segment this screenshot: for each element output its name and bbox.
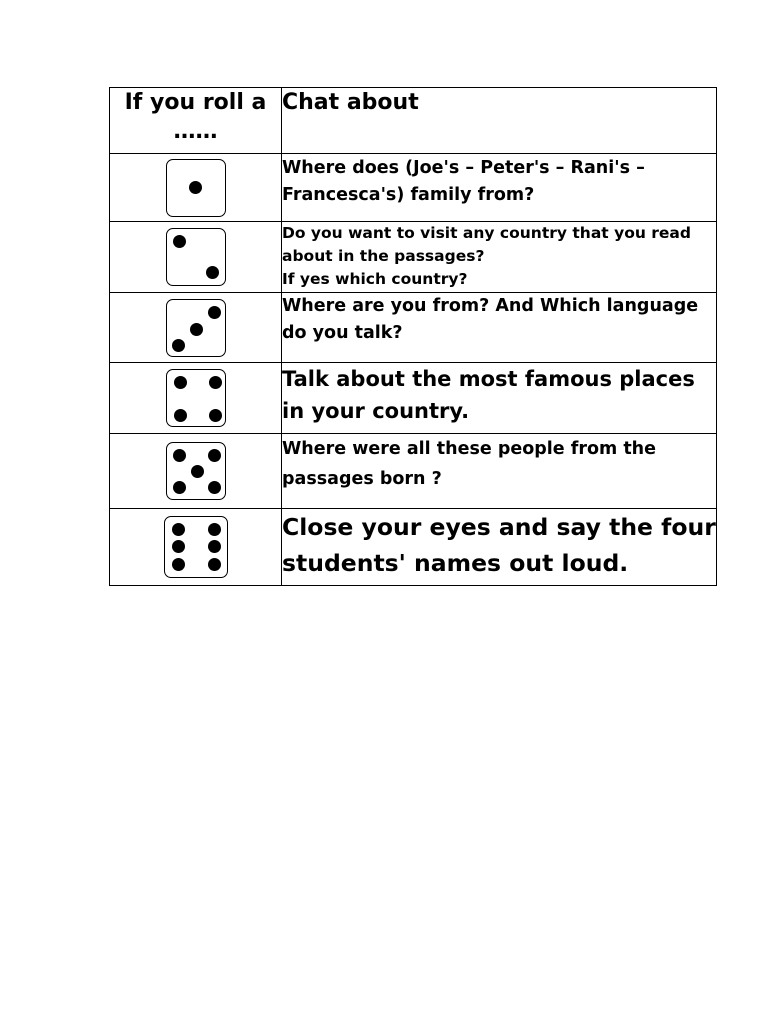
die-pip: [172, 558, 185, 571]
die-pip: [208, 306, 221, 319]
chat-prompt-4: Talk about the most famous places in your country.: [282, 363, 717, 434]
chat-prompt-3: Where are you from? And Which language do you talk?: [282, 293, 717, 363]
header-roll: If you roll a ……: [110, 88, 282, 154]
die-pip: [172, 339, 185, 352]
die-pip: [208, 449, 221, 462]
die-pip: [173, 481, 186, 494]
die-pip: [172, 540, 185, 553]
die-pip: [209, 409, 222, 422]
die-pip: [208, 481, 221, 494]
table-row: [110, 434, 717, 509]
die-pip: [174, 409, 187, 422]
table-row: [110, 363, 717, 434]
table-row: [110, 154, 717, 222]
die-pip: [209, 376, 222, 389]
die-pip: [190, 323, 203, 336]
chat-prompt-2: Do you want to visit any country that you read about in the passages? If yes which country?: [282, 222, 717, 293]
die-pip: [208, 523, 221, 536]
die-pip: [208, 558, 221, 571]
die-one-icon: [166, 159, 226, 217]
die-two-icon: [166, 228, 226, 286]
die-pip: [174, 376, 187, 389]
die-three-icon: [166, 299, 226, 357]
chat-prompt-1: Where does (Joe's – Peter's – Rani's – Francesca's) family from?: [282, 154, 717, 222]
chat-prompt-5: Where were all these people from the passages born ?: [282, 434, 717, 509]
die-pip: [206, 266, 219, 279]
table-row: [110, 222, 717, 293]
die-pip: [173, 235, 186, 248]
roll-chat-table: [109, 87, 717, 586]
die-pip: [189, 181, 202, 194]
die-pip: [172, 523, 185, 536]
die-five-icon: [166, 442, 226, 500]
header-chat-about: Chat about: [282, 88, 717, 154]
die-pip: [191, 465, 204, 478]
die-pip: [208, 540, 221, 553]
die-four-icon: [166, 369, 226, 427]
table-row: [110, 509, 717, 586]
die-six-icon: [164, 516, 228, 578]
table-row: [110, 293, 717, 363]
table-header-row: [110, 88, 717, 154]
chat-prompt-6: Close your eyes and say the four students' names out loud.: [282, 509, 717, 586]
die-pip: [173, 449, 186, 462]
